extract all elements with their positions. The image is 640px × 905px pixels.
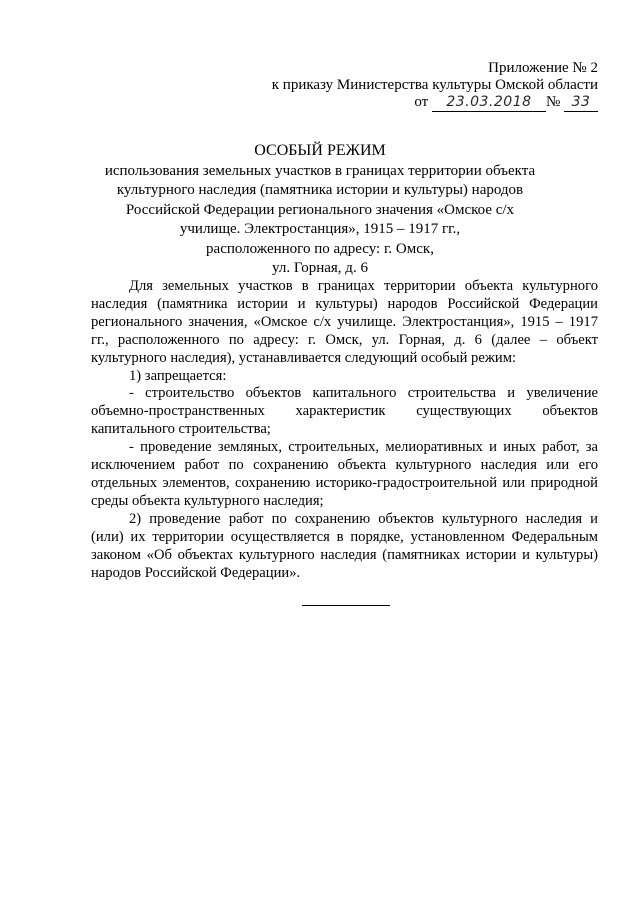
item-1-label: 1) запрещается: bbox=[129, 367, 227, 384]
title-line: Российской Федерации регионального значения «Омское с/х bbox=[125, 201, 515, 218]
date-line bbox=[414, 94, 598, 112]
intro-paragraph: Для земельных участков в границах территории объекта культурного наследия (памятника истории и культуры) народов Российской Федерации регионального значения, «Омское с/х училище. Электростанция», 1915 – 1917 гг., расположенного по адресу: г. Омск, ул. Горная, д. 6 (далее – объект культурного наследия), устанавливается следующий особый режим: bbox=[91, 278, 598, 366]
document-body bbox=[91, 278, 598, 582]
title-line: ул. Горная, д. 6 bbox=[272, 260, 368, 276]
title-line: училище. Электростанция», 1915 – 1917 гг., bbox=[179, 221, 461, 237]
title-line: культурного наследия (памятника истории и культуры) народов bbox=[116, 182, 524, 198]
title-line: расположенного по адресу: г. Омск, bbox=[206, 240, 434, 257]
number-sign: № bbox=[545, 94, 561, 110]
item-2-paragraph: 2) проведение работ по сохранению объектов культурного наследия и (или) их территории осуществляется в порядке, установленном Федеральным законом «Об объектах культурного наследия (памятниках истории и культуры) народов Российской Федерации». bbox=[91, 510, 598, 581]
item-1-bullet-1: - строительство объектов капитального строительства и увеличение объемно-пространственных характеристик существующих объектов капитального строительства; bbox=[91, 385, 598, 438]
order-reference: к приказу Министерства культуры Омской области bbox=[271, 77, 598, 93]
handwritten-date: 23.03.2018 bbox=[432, 94, 546, 112]
document-heading: ОСОБЫЙ РЕЖИМ bbox=[254, 142, 386, 159]
end-divider bbox=[302, 605, 390, 606]
document-title-block bbox=[70, 141, 570, 279]
date-prefix: от bbox=[414, 94, 429, 110]
title-line: использования земельных участков в границах территории объекта bbox=[104, 162, 536, 179]
item-1-bullet-2: - проведение земляных, строительных, мелиоративных и иных работ, за исключением работ по сохранению объекта культурного наследия или его отдельных элементов, сохранению историко-градостроительной или природной среды объекта культурного наследия; bbox=[91, 439, 598, 509]
appendix-title: Приложение № 2 bbox=[488, 60, 598, 76]
handwritten-number: 33 bbox=[564, 94, 598, 112]
